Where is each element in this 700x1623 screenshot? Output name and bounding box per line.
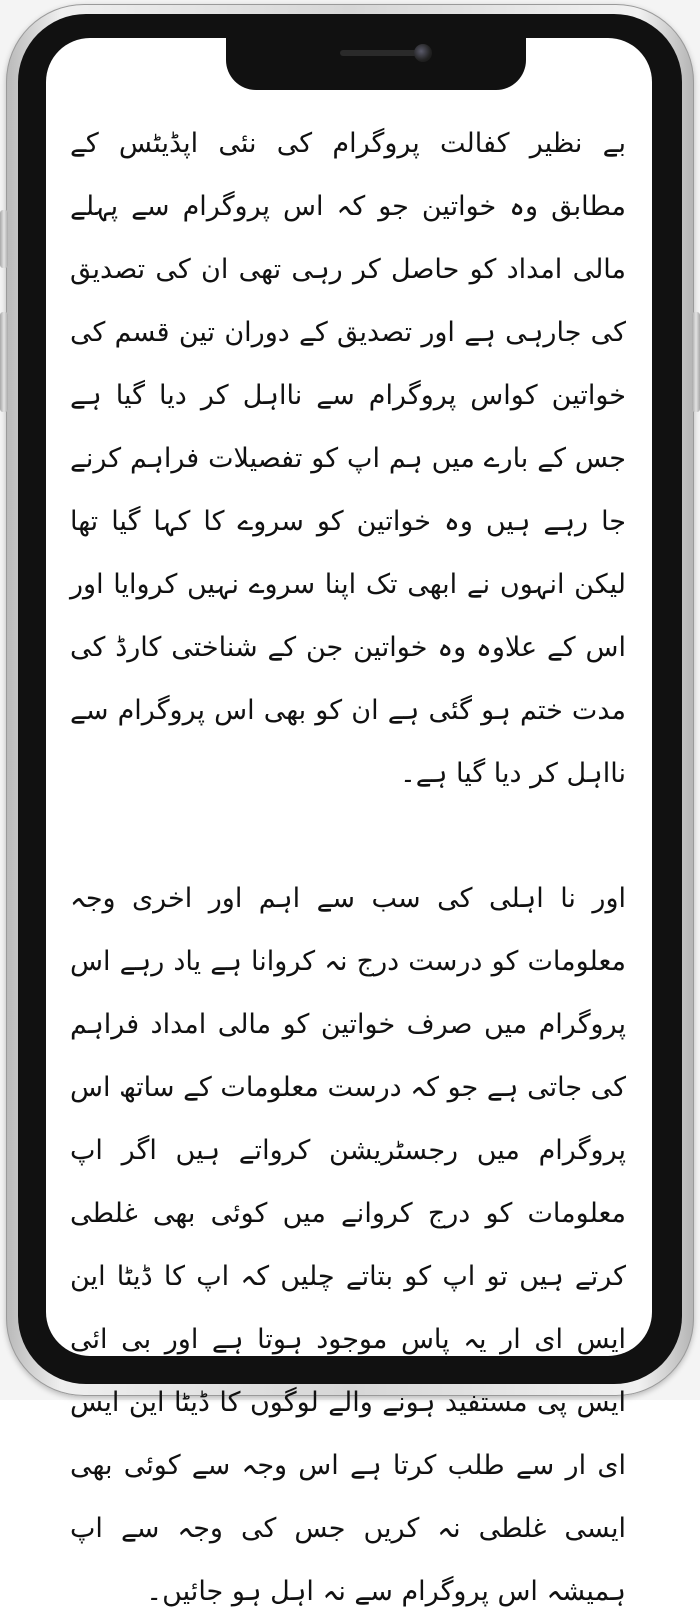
phone-power-button bbox=[692, 312, 700, 412]
speaker-grille bbox=[340, 50, 420, 56]
front-camera-icon bbox=[414, 44, 432, 62]
article-paragraph-2: اور نا اہلی کی سب سے اہم اور اخری وجہ معلومات کو درست درج نہ کروانا ہے یاد رہے اس پروگرام میں صرف خواتین کو مالی امداد فراہم کی جاتی ہے جو کہ درست معلومات کے ساتھ اس پروگرام میں رجسٹریشن کرواتے ہیں اگر اپ معلومات کو درج کروانے میں کوئی بھی غلطی کرتے ہیں تو اپ کو بتاتے چلیں کہ اپ کا ڈیٹا این ایس ای ار یہ پاس موجود ہوتا ہے اور بی ائی ایس پی مستفید ہونے والے لوگوں کا ڈیٹا این ایس ای ار سے طلب کرتا ہے اس وجہ سے کوئی بھی ایسی غلطی نہ کریں جس کی وجہ سے اپ ہمیشہ اس پروگرام سے نہ اہل ہو جائیں۔ bbox=[70, 883, 626, 1607]
phone-notch bbox=[226, 38, 526, 90]
phone-volume-button bbox=[0, 312, 8, 412]
article-text bbox=[70, 112, 626, 1623]
article-paragraph-1: بے نظیر کفالت پروگرام کی نئی اپڈیٹس کے مطابق وہ خواتین جو کہ اس پروگرام سے پہلے مالی امداد کو حاصل کر رہی تھی ان کی تصدیق کی جارہی ہے اور تصدیق کے دوران تین قسم کی خواتین کواس پروگرام سے نااہل کر دیا گیا ہے جس کے بارے میں ہم اپ کو تفصیلات فراہم کرنے جا رہے ہیں وہ خواتین کو سروے کا کہا گیا تھا لیکن انہوں نے ابھی تک اپنا سروے نہیں کروایا اور اس کے علاوہ وہ خواتین جن کے شناختی کارڈ کی مدت ختم ہو گئی ہے ان کو بھی اس پروگرام سے نااہل کر دیا گیا ہے۔ bbox=[70, 128, 626, 789]
phone-mute-switch bbox=[0, 210, 8, 268]
